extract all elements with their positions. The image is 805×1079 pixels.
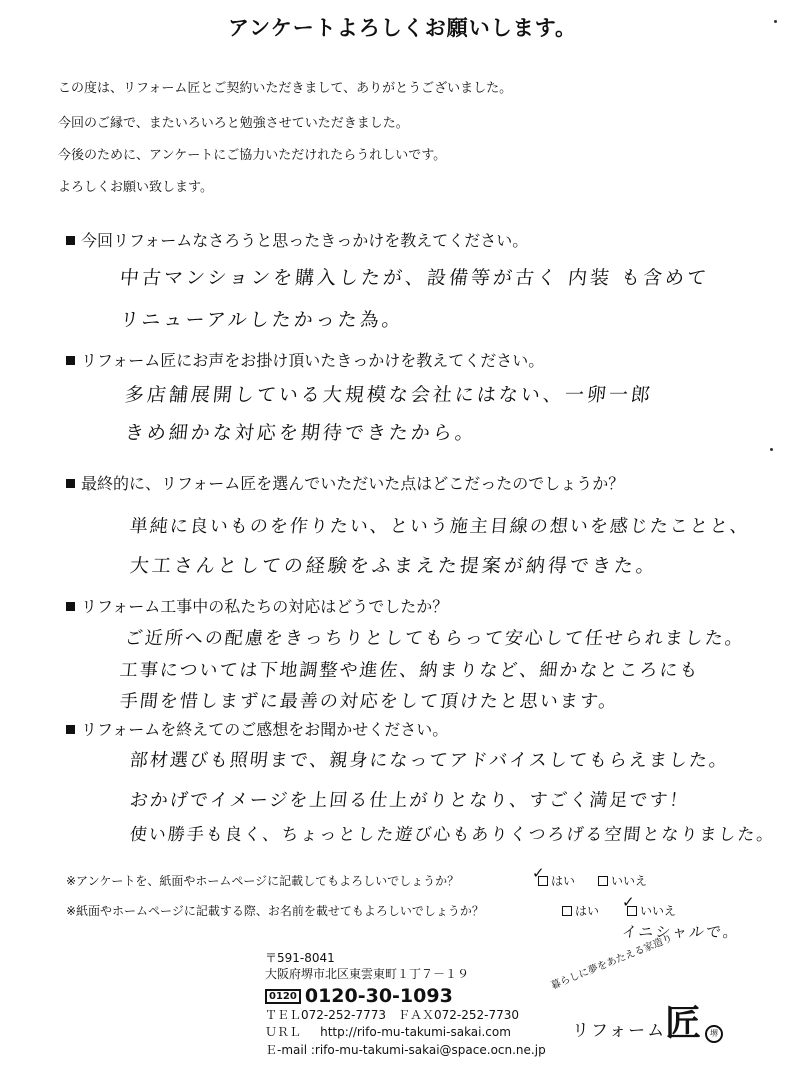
answer-5-line-2: おかげでイメージを上回る仕上がりとなり、すごく満足です！ [128,790,691,811]
question-4 [66,594,448,617]
intro-line-3: 今後のために、アンケートにご協力いただけれたらうれしいです。 [58,148,447,163]
consent-2-yes-option[interactable]: はい [562,902,599,919]
company-url: ＵＲＬ http://rifo-mu-takumi-sakai.com [265,1025,511,1039]
consent-question-1: ※アンケートを、紙面やホームページに記載してもよろしいでしょうか？ [66,874,460,888]
answer-5-line-3: 使い勝手も良く、ちょっとした遊び心もありくつろげる空間となりました。 [128,825,777,845]
question-2-label: リフォーム匠にお声をお掛け頂いたきっかけを教えてください。 [81,351,545,370]
tel-fax: ＴＥＬ072-252-7773 ＦＡＸ072-252-7730 [265,1008,520,1022]
intro-line-1: この度は、リフォーム匠とご契約いただきまして、ありがとうございました。 [58,81,513,96]
answer-4-line-3: 手間を惜しまずに最善の対応をして頂けたと思います。 [118,691,620,712]
answer-2-line-1: 多店舗展開している大規模な会社にはない、一卵一郎 [123,384,655,406]
company-email: Ｅ-mail :rifo-mu-takumi-sakai@space.ocn.ne.jp [265,1043,546,1057]
question-2 [66,348,544,371]
scan-speck [774,20,777,23]
question-3 [66,471,624,494]
question-3-label: 最終的に、リフォーム匠を選んでいただいた点はどこだったのでしょうか？ [81,474,625,493]
question-5-label: リフォームを終えてのご感想をお聞かせください。 [81,720,449,739]
checkbox-icon [562,906,572,916]
bullet-square-icon [66,236,75,245]
page-title: アンケートよろしくお願いします。 [227,16,578,40]
freedial-number: 0120-30-1093 [304,985,453,1007]
answer-3-line-2: 大工さんとしての経験をふまえた提案が納得できた。 [128,555,660,577]
bullet-square-icon [66,356,75,365]
question-1-label: 今回リフォームなさろうと思ったきっかけを教えてください。 [81,231,529,250]
company-logo-text: リフォーム [572,1021,667,1041]
checkbox-icon [598,876,608,886]
answer-1-line-1: 中古マンションを購入したが、設備等が古く 内装 も含めて [118,267,711,289]
intro-line-4: よろしくお願い致します。 [58,180,213,195]
consent-1-no-option[interactable]: いいえ [598,872,647,889]
answer-4-line-1: ご近所への配慮をきっちりとしてもらって安心して任せられました。 [123,628,746,649]
bullet-square-icon [66,479,75,488]
answer-2-line-2: きめ細かな対応を期待できたから。 [123,422,479,444]
consent-2-note: イニシャルで。 [621,923,741,941]
intro-line-2: 今回のご縁で、またいろいろと勉強させていただきました。 [58,116,409,131]
answer-5-line-1: 部材選びも照明まで、親身になってアドバイスしてもらえました。 [128,750,731,771]
answer-3-line-1: 単純に良いものを作りたい、という施主目線の想いを感じたことと、 [128,516,751,537]
postal-code: 〒591-8041 [265,951,335,965]
company-tagline: 暮らしに夢をあたえる家造り [549,933,675,992]
answer-1-line-2: リニューアルしたかった為。 [118,309,405,331]
consent-2-no-option[interactable]: いいえ [627,902,676,919]
freedial [265,985,453,1007]
company-logo-kanji: 匠 [665,1002,702,1044]
question-4-label: リフォーム工事中の私たちの対応はどうでしたか？ [81,597,449,616]
consent-question-2: ※紙面やホームページに記載する際、お名前を載せてもよろしいでしょうか？ [66,904,484,918]
check-mark-icon: ✓ [622,893,635,911]
answer-4-line-2: 工事については下地調整や進佐、納まりなど、細かなところにも [118,660,701,681]
scan-speck [770,448,773,451]
company-address: 大阪府堺市北区東雲東町１丁７－１９ [265,967,470,981]
bullet-square-icon [66,602,75,611]
check-mark-icon: ✓ [532,864,545,882]
question-1 [66,228,528,251]
bullet-square-icon [66,725,75,734]
freedial-logo: 0120 [265,989,301,1004]
question-5 [66,717,448,740]
company-stamp: 堺 [705,1025,723,1043]
consent-1-yes-option[interactable]: はい [538,872,575,889]
